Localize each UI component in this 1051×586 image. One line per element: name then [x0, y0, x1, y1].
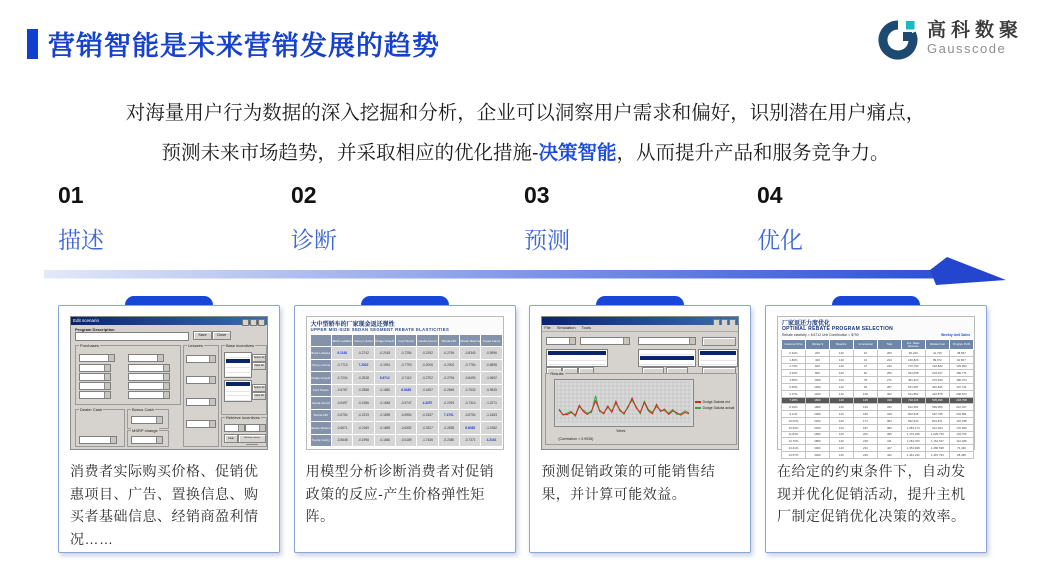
step-item-4 — [757, 182, 990, 255]
page-title: 营销智能是未来营销发展的趋势 — [48, 31, 440, 61]
chart-correlation: (Correlation = 0.9035) — [558, 437, 594, 441]
elasticity-matrix-table: Buick LeSabre Chevy Lumina Dodge Intrepid Ford Taurus Honda Accord Mazda 626 Nissan Maxima Toyota Camry Buick LeSabre 9.1148 -0.2742 -0.2018 -0.7254 -0.2192 -0.2794 -0.8340 -0.9996 Chevy Lumina -0.7713 7.2522 -0.1991 -0.7793 -0.2006 -0.2002 -0.7754 -0.8858 Dodge Intrepid -0.7204 -0.2528 8.6712 -0.7110 -0.2702 -0.2794 -0.8490 -1.0602 Ford Taurus -0.6787 -0.2588 -0.1860 6.9488 -0.1697 -0.2669 -0.7530 -0.9925 Honda Accord -0.5497 -0.1986 -0.1648 -0.5747 4.3257 -0.2293 -0.7314 -1.2271 Mazda 626 -0.6754 -0.2233 -0.1895 -0.6954 -0.2337 7.4791 -0.8754 -1.1663 Nissan Maxima -0.6671 -0.2169 -0.1869 -0.6352 -0.3207 -0.2838 8.6088 -1.1982 Toyota Camry -0.5648 -0.1998 -0.1660 -0.6189 -1.7436 -0.2380 -0.7371 4.2161 — [310, 334, 503, 447]
header — [27, 24, 440, 63]
screenshot-forecast-window — [541, 316, 739, 450]
logo-name-cn: 高科数聚 — [926, 20, 1023, 42]
cards-row — [58, 305, 987, 553]
step-number: 04 — [757, 182, 783, 208]
step-label: 诊断 — [291, 227, 337, 253]
intro-paragraph — [0, 93, 1051, 173]
intro-highlight: 决策智能 — [538, 142, 617, 164]
card-description: 预测促销政策的可能销售结果，并计算可能效益。 — [541, 463, 716, 502]
card-describe — [58, 305, 280, 553]
step-label: 预测 — [524, 227, 570, 253]
logo-name-en: Gausscode — [926, 41, 1007, 57]
chart-legend: Dodge Dakota est Dodge Dakota actual — [695, 400, 735, 412]
screenshot-optimal-table: 厂家返还力度优化 OPTIMAL REBATE PROGRAM SELECTION Rebate elasticity = 8.6712 Unit Contribution = $790 Weekly Unit Sales Customer Price Rebate $ Baseline Incremental Total Incr. Sales Revenue Rebate Cost Program Profit 0.91% 200 140 16 209 90,240 41,710 48,847 1.82% 400 140 31 224 160,829 89,672 92,807 2.73% 600 140 47 240 270,794 140,842 129,952 3.64% 800 140 62 256 341,058 204,207 156,771 4.55% 1000 140 78 271 481,323 276,949 180,374 5.45% 1200 140 94 287 541,587 340,846 197,741 6.37% 1400 140 109 302 621,852 422,878 208,873 7.28% 1600 140 125 318 702,116 505,399 218,768 8.19% 1800 140 140 333 812,381 599,956 212,427 9.11% 2000 140 156 349 902,645 697,795 204,851 10.02% 2200 140 171 364 992,910 801,871 191,038 10.93% 2400 140 187 380 1,083,174 912,184 170,990 11.84% 2600 140 202 395 1,173,439 1,029,733 143,706 12.76% 2800 140 218 411 1,263,703 1,151,517 112,186 13.64% 3000 140 234 427 1,353,948 1,280,538 73,430 14.57% 3200 140 249 442 1,444,232 1,415,794 28,438 — [777, 316, 975, 450]
card-description: 消费者实际购买价格、促销优惠项目、广告、置换信息、购买者基础信息、经销商盈利情况…… — [70, 463, 259, 548]
step-item-3 — [524, 182, 757, 255]
logo-mark-icon — [877, 18, 919, 60]
card-description: 在给定的约束条件下，自动发现并优化促销活动，提升主机厂制定促销优化决策的效率。 — [776, 463, 966, 525]
process-steps — [58, 182, 990, 255]
card-predict — [529, 305, 751, 553]
step-item-2 — [291, 182, 524, 255]
card-optimize — [765, 305, 987, 553]
step-item-1 — [58, 182, 291, 255]
chart-xlabel: Week — [616, 429, 626, 433]
screenshot-elasticity-matrix: 大中型轿车的厂家现金返还弹性 UPPER MID-SIZE SEDAN SEGMENT REBATE ELASTICITIES Buick LeSabre Chevy Lumina Dodge Intrepid Ford Taurus Honda Accord Mazda 626 Nissan Maxima Toyota Camry Buick LeSabre 9.1148 -0.2742 -0.2018 -0.7254 -0.2192 -0.2794 -0.8340 -0.9996 Chevy Lumina -0.7713 7.2522 -0.1991 -0.7793 -0.2006 -0.2002 -0.7754 -0.8858 Dodge Intrepid -0.7204 -0.2528 8.6712 -0.7110 -0.2702 -0.2794 -0.8490 -1.0602 Ford Taurus -0.6787 -0.2588 -0.1860 6.9488 -0.1697 -0.2669 -0.7530 -0.9925 Honda Accord -0.5497 -0.1986 -0.1648 -0.5747 4.3257 -0.2293 -0.7314 -1.2271 Mazda 626 -0.6754 -0.2233 -0.1895 -0.6954 -0.2337 7.4791 -0.8754 -1.1663 Nissan Maxima -0.6671 -0.2169 -0.1869 -0.6352 -0.3207 -0.2838 8.6088 -1.1982 Toyota Camry -0.5648 -0.1998 -0.1660 -0.6189 -1.7436 -0.2380 -0.7371 4.2161 — [306, 316, 504, 450]
results-panel: Results Dodge Dakota est Dodge Dakota actual Week (Correlation = 0.9035) — [545, 373, 737, 445]
step-label: 描述 — [58, 227, 104, 253]
step-label: 优化 — [757, 227, 803, 253]
process-arrow — [44, 252, 1009, 290]
title-accent-bar — [27, 29, 38, 59]
menu-bar: File Simulation Tools — [542, 325, 738, 332]
step-number: 03 — [524, 182, 550, 208]
step-number: 02 — [291, 182, 317, 208]
forecast-line-chart — [554, 379, 694, 427]
intro-line-1: 对海量用户行为数据的深入挖掘和分析，企业可以洞察用户需求和偏好，识别潜在用户痛点， — [125, 102, 926, 124]
logo — [877, 18, 1023, 60]
screenshot-scenario-dialog: Edit scenario Program Description Save Close Purchases Dealer Cash Bonus Cash MSRP change Lessees Base incentives Select All Clear All Select All Clear All Retrieve incentives Clear Restore current environment — [70, 316, 268, 450]
optimal-rebate-table: Customer Price Rebate $ Baseline Incremental Total Incr. Sales Revenue Rebate Cost Program Profit 0.91% 200 140 16 209 90,240 41,710 48,847 1.82% 400 140 31 224 160,829 89,672 92,807 2.73% 600 140 47 240 270,794 140,842 129,952 3.64% 800 140 62 256 341,058 204,207 156,771 4.55% 1000 140 78 271 481,323 276,949 180,374 5.45% 1200 140 94 287 541,587 340,846 197,741 6.37% 1400 140 109 302 621,852 422,878 208,873 7.28% 1600 140 125 318 702,116 505,399 218,768 8.19% 1800 140 140 333 812,381 599,956 212,427 9.11% 2000 140 156 349 902,645 697,795 204,851 10.02% 2200 140 171 364 992,910 801,871 191,038 10.93% 2400 140 187 380 1,083,174 912,184 170,990 11.84% 2600 140 202 395 1,173,439 1,029,733 143,706 12.76% 2800 140 218 411 1,263,703 1,151,517 112,186 13.64% 3000 140 234 427 1,353,948 1,280,538 73,430 14.57% 3200 140 249 442 1,444,232 1,415,794 28,438 — [781, 339, 974, 459]
intro-line-2: 预测未来市场趋势，并采取相应的优化措施-决策智能，从而提升产品和服务竞争力。 — [161, 142, 890, 164]
card-diagnose — [294, 305, 516, 553]
step-number: 01 — [58, 182, 84, 208]
card-description: 用模型分析诊断消费者对促销政策的反应-产生价格弹性矩阵。 — [305, 463, 495, 525]
